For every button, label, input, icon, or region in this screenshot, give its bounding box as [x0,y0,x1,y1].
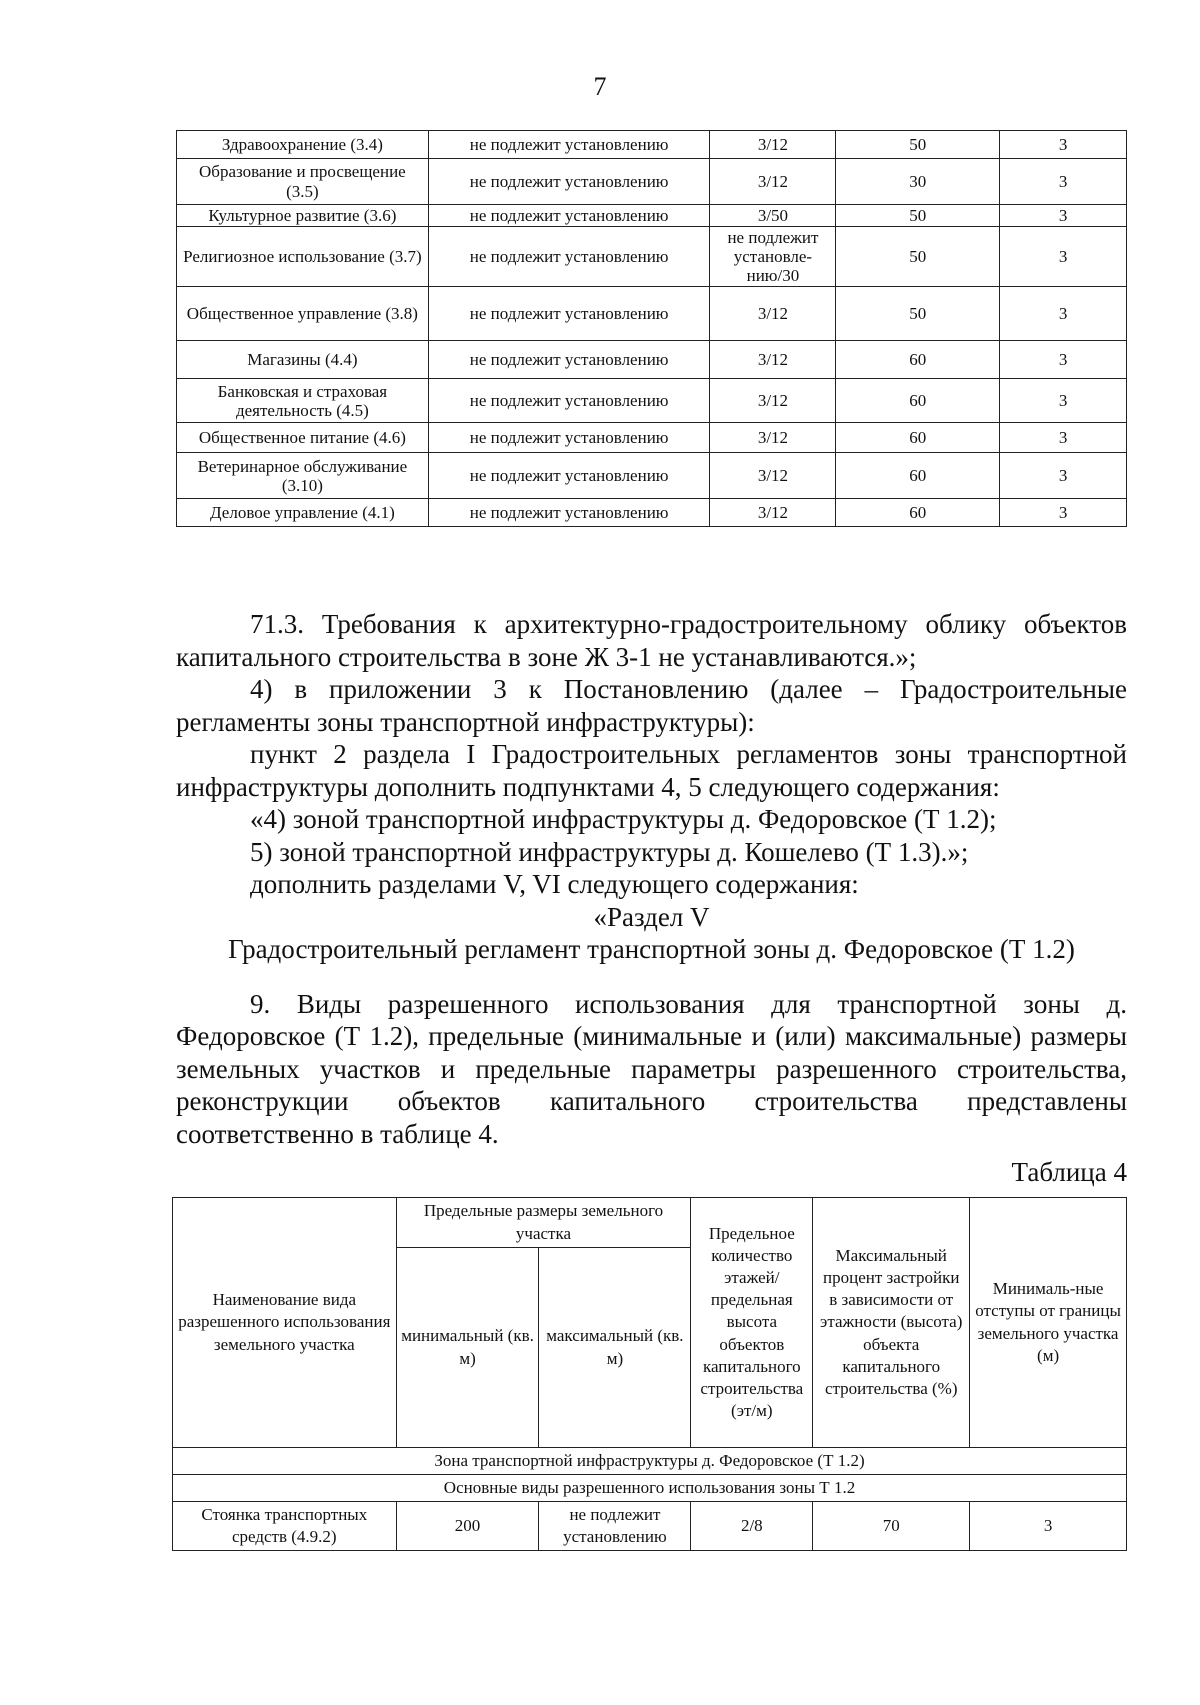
build-percent-cell: 30 [836,159,1000,205]
floors-height-cell: 2/8 [691,1502,813,1551]
build-percent-cell: 60 [836,453,1000,499]
table-4 [172,1197,1127,1551]
build-percent-cell: 60 [836,341,1000,379]
use-name-cell: Деловое управление (4.1) [177,499,429,527]
plot-size-cell: не подлежит установлению [428,341,710,379]
use-name-cell: Магазины (4.4) [177,341,429,379]
paragraph-point-2: пункт 2 раздела I Градостроительных регламентов зоны транспортной инфраструктуры дополнить подпунктами 4, 5 следующего содержания: [176,739,1127,802]
plot-size-cell: не подлежит установлению [428,453,710,499]
body-text [176,608,1127,1189]
subitem-5: 5) зоной транспортной инфраструктуры д. Кошелево (Т 1.3).»; [250,836,969,867]
table-row [177,205,1127,227]
section-heading: «Раздел V [593,901,710,932]
table-row [177,341,1127,379]
header-max: максимальный (кв. м) [539,1248,691,1448]
table-row [177,227,1127,287]
min-indent-cell: 3 [1000,131,1127,159]
floors-height-cell: 3/12 [710,287,836,341]
table-row [177,453,1127,499]
header-size-group: Предельные размеры земельного участка [396,1198,691,1248]
min-indent-cell: 3 [1000,453,1127,499]
floors-height-cell: 3/12 [710,341,836,379]
paragraph-9: 9. Виды разрешенного использования для транспортной зоны д. Федоровское (Т 1.2), предельные (минимальные и (или) максимальные) размеры земельных участков и предельные параметры разрешенного строительства, реконструкции объектов капитального строительства представлены соответственно в таблице 4. [176,988,1127,1149]
floors-height-cell: 3/12 [710,499,836,527]
table-row [177,499,1127,527]
use-name-cell: Ветеринарное обслуживание (3.10) [177,453,429,499]
paragraph-71-3: 71.3. Требования к архитектурно-градостроительному облику объектов капитального строительства в зоне Ж 3-1 не устанавливаются.»; [176,609,1127,672]
floors-height-cell: 3/12 [710,423,836,453]
build-percent-cell: 50 [836,131,1000,159]
floors-height-cell: не подлежит установле-нию/30 [710,227,836,287]
plot-size-cell: не подлежит установлению [428,287,710,341]
use-name-cell: Религиозное использование (3.7) [177,227,429,287]
floors-height-cell: 3/12 [710,131,836,159]
floors-height-cell: 3/12 [710,379,836,423]
paragraph-item-4: 4) в приложении 3 к Постановлению (далее – Градостроительные регламенты зоны транспортной инфраструктуры): [176,674,1127,737]
header-floors: Предельное количество этажей/ предельная высота объектов капитального строительства (эт/м) [691,1198,813,1448]
min-indent-cell: 3 [1000,499,1127,527]
page-number: 7 [593,72,607,101]
use-name-cell: Здравоохранение (3.4) [177,131,429,159]
use-name-cell: Банковская и страховая деятельность (4.5) [177,379,429,423]
section-title: Градостроительный регламент транспортной зоны д. Федоровское (Т 1.2) [228,934,1075,964]
min-indent-cell: 3 [1000,379,1127,423]
plot-size-cell: не подлежит установлению [428,227,710,287]
max-size-cell: не подлежит установлению [539,1502,691,1551]
min-indent-cell: 3 [970,1502,1127,1551]
build-percent-cell: 60 [836,499,1000,527]
build-percent-cell: 70 [813,1502,970,1551]
header-name: Наименование вида разрешенного использования земельного участка [173,1198,397,1448]
min-indent-cell: 3 [1000,287,1127,341]
plot-size-cell: не подлежит установлению [428,423,710,453]
use-name-cell: Стоянка транспортных средств (4.9.2) [173,1502,397,1551]
table-row [177,131,1127,159]
use-name-cell: Культурное развитие (3.6) [177,205,429,227]
build-percent-cell: 50 [836,287,1000,341]
main-uses-row: Основные виды разрешенного использования зоны Т 1.2 [173,1475,1127,1502]
floors-height-cell: 3/12 [710,453,836,499]
header-indent: Минималь-ные отступы от границы земельного участка (м) [970,1198,1127,1448]
zoning-table-continued [176,130,1127,527]
table-row [177,423,1127,453]
build-percent-cell: 60 [836,423,1000,453]
use-name-cell: Общественное питание (4.6) [177,423,429,453]
zone-row: Зона транспортной инфраструктуры д. Федоровское (Т 1.2) [173,1448,1127,1475]
use-name-cell: Образование и просвещение (3.5) [177,159,429,205]
build-percent-cell: 50 [836,205,1000,227]
plot-size-cell: не подлежит установлению [428,379,710,423]
min-indent-cell: 3 [1000,227,1127,287]
table-row [177,287,1127,341]
floors-height-cell: 3/12 [710,159,836,205]
build-percent-cell: 60 [836,379,1000,423]
build-percent-cell: 50 [836,227,1000,287]
min-indent-cell: 3 [1000,341,1127,379]
plot-size-cell: не подлежит установлению [428,205,710,227]
min-indent-cell: 3 [1000,423,1127,453]
header-min: минимальный (кв. м) [396,1248,539,1448]
table-row [173,1502,1127,1551]
min-indent-cell: 3 [1000,159,1127,205]
plot-size-cell: не подлежит установлению [428,159,710,205]
subitem-4: «4) зоной транспортной инфраструктуры д. Федоровское (Т 1.2); [250,804,997,834]
paragraph-add-sections: дополнить разделами V, VI следующего содержания: [250,869,859,899]
plot-size-cell: не подлежит установлению [428,499,710,527]
use-name-cell: Общественное управление (3.8) [177,287,429,341]
table-caption: Таблица 4 [1011,1157,1127,1187]
table-row [177,379,1127,423]
min-indent-cell: 3 [1000,205,1127,227]
min-size-cell: 200 [396,1502,539,1551]
floors-height-cell: 3/50 [710,205,836,227]
plot-size-cell: не подлежит установлению [428,131,710,159]
table-row [177,159,1127,205]
header-percent: Максимальный процент застройки в зависимости от этажности (высота) объекта капитального строительства (%) [813,1198,970,1448]
